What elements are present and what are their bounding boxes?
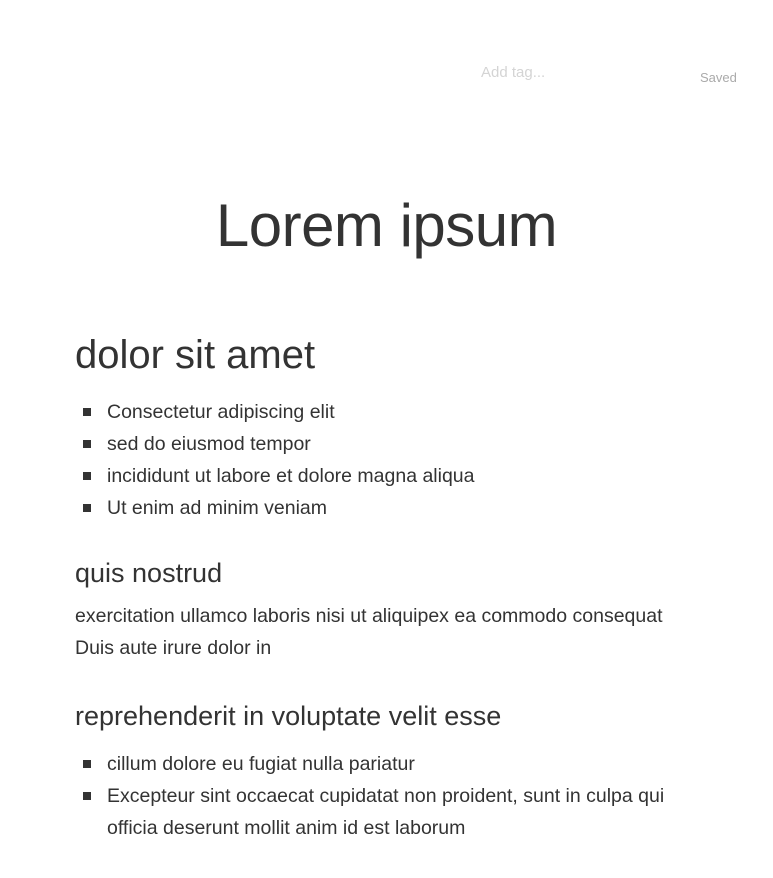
bullet-list	[75, 396, 675, 524]
save-status: Saved	[700, 70, 737, 85]
list-item: Consectetur adipiscing elit	[75, 396, 675, 428]
add-tag-input[interactable]	[481, 64, 661, 81]
list-item: cillum dolore eu fugiat nulla pariatur	[75, 748, 675, 780]
section-heading: dolor sit amet	[75, 333, 316, 377]
subsection-heading: reprehenderit in voluptate velit esse	[75, 701, 502, 731]
paragraph: exercitation ullamco laboris nisi ut aliquipex ea commodo consequat Duis aute irure dolor in	[75, 605, 663, 659]
list-item: incididunt ut labore et dolore magna aliqua	[75, 460, 675, 492]
document-title: Lorem ipsum	[215, 192, 558, 259]
list-item: Ut enim ad minim veniam	[75, 492, 675, 524]
list-item: sed do eiusmod tempor	[75, 428, 675, 460]
document-body	[75, 330, 675, 844]
subsection-heading: quis nostrud	[75, 558, 223, 588]
list-item: Excepteur sint occaecat cupidatat non proident, sunt in culpa qui officia deserunt mollit anim id est laborum	[75, 780, 675, 844]
bullet-list	[75, 748, 675, 844]
